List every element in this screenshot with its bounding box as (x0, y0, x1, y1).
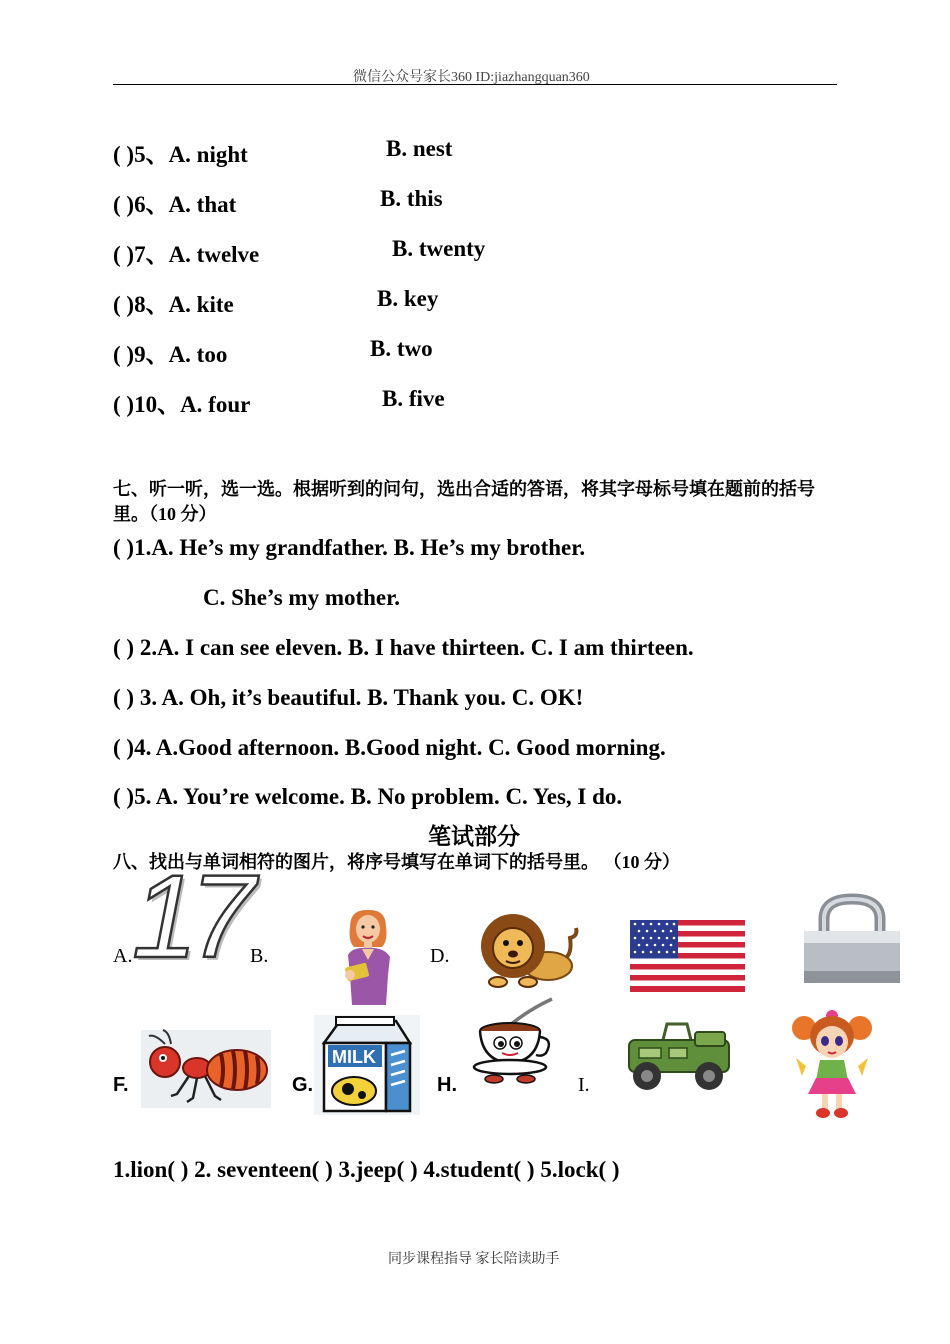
header-divider (113, 84, 837, 85)
item-6-option-b: B. this (380, 186, 443, 211)
s7-question-3: ( ) 3. A. Oh, it’s beautiful. B. Thank you. C. OK! (113, 685, 584, 710)
item-9-prefix: ( )9、A. too (113, 342, 228, 367)
word-answer-line: 1.lion( ) 2. seventeen( ) 3.jeep( ) 4.student( ) 5.lock( ) (113, 1157, 620, 1182)
student-picture (328, 905, 408, 1007)
page-footer: 同步课程指导 家长陪读助手 (388, 1252, 560, 1267)
section7-instruction: 七、听一听，选一选。根据听到的问句，选出合适的答语，将其字母标号填在题前的括号 (113, 479, 815, 499)
item-10-option-b: B. five (382, 386, 445, 411)
item-7-option-b: B. twenty (392, 236, 486, 261)
item-8-option-b: B. key (377, 286, 439, 311)
item-7-prefix: ( )7、A. twelve (113, 242, 260, 267)
milk-picture (314, 1015, 420, 1115)
cup-picture (470, 995, 558, 1085)
lion-picture (478, 906, 582, 990)
s7-question-1-option-c: C. She’s my mother. (203, 585, 400, 610)
jeep-picture (625, 1018, 735, 1094)
lock-picture (800, 895, 904, 985)
milk-carton-label: MILK (332, 1047, 376, 1067)
item-5-option-b: B. nest (386, 136, 453, 161)
picture-label-f: F. (113, 1074, 129, 1096)
girl-picture (792, 1008, 872, 1120)
seventeen-number-image: 17 (132, 851, 248, 983)
picture-label-a: A. (113, 945, 133, 967)
s7-question-4: ( )4. A.Good afternoon. B.Good night. C. Good morning. (113, 735, 666, 760)
picture-label-g: G. (292, 1074, 314, 1096)
flag-picture (630, 920, 745, 992)
picture-label-b: B. (250, 945, 269, 967)
s7-question-1: ( )1.A. He’s my grandfather. B. He’s my brother. (113, 535, 586, 560)
section8-instruction: 八、找出与单词相符的图片，将序号填写在单词下的括号里。 （10 分） (113, 852, 680, 872)
item-6-prefix: ( )6、A. that (113, 192, 237, 217)
item-8-prefix: ( )8、A. kite (113, 292, 234, 317)
s7-question-5: ( )5. A. You’re welcome. B. No problem. C. Yes, I do. (113, 784, 623, 809)
s7-question-2: ( ) 2.A. I can see eleven. B. I have thirteen. C. I am thirteen. (113, 635, 694, 660)
picture-label-d: D. (430, 945, 450, 967)
item-9-option-b: B. two (370, 336, 433, 361)
written-part-title: 笔试部分 (428, 824, 520, 849)
page-header: 微信公众号家长360 ID:jiazhangquan360 (353, 70, 590, 85)
item-5-prefix: ( )5、A. night (113, 142, 248, 167)
picture-label-h: H. (437, 1074, 457, 1096)
section7-instruction-cont: 里。（10 分） (113, 504, 217, 524)
item-10-prefix: ( )10、A. four (113, 392, 251, 417)
picture-label-i: I. (578, 1074, 590, 1096)
ant-picture (141, 1030, 271, 1108)
